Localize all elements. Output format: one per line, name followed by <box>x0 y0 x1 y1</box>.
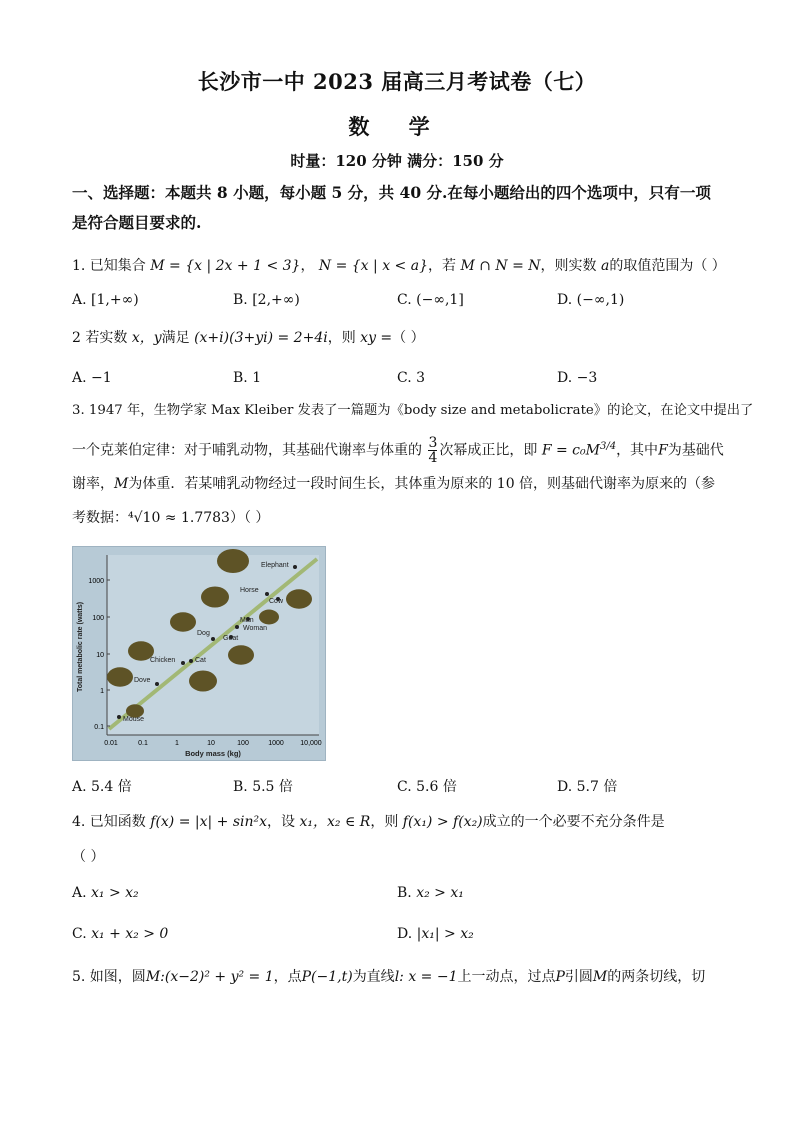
q2-option-a: A. −1 <box>72 370 112 386</box>
dog-data-point <box>211 637 215 641</box>
kleiber-formula: F = c₀M <box>541 442 600 459</box>
q3-option-d: D. 5.7 倍 <box>557 779 618 795</box>
chicken-data-point <box>181 661 185 665</box>
elephant-silhouette-icon <box>217 549 249 573</box>
dog-silhouette-icon <box>170 612 196 632</box>
circle-m: M:(x−2)² + y² = 1 <box>145 969 274 985</box>
kleiber-plot <box>73 547 325 760</box>
x-tick-label: 10 <box>207 740 215 747</box>
cat-silhouette-icon <box>189 671 217 692</box>
man-silhouette-icon <box>259 610 279 625</box>
q2-option-b: B. 1 <box>233 370 262 386</box>
q2-option-d: D. −3 <box>557 370 598 386</box>
fraction-three-quarters: $\frac{3}{4}$ <box>428 435 438 466</box>
woman-data-point <box>235 625 239 629</box>
mouse-label: Mouse <box>123 716 145 723</box>
question-5: 5. 如图，圆M:(x−2)² + y² = 1，点P(−1,t)为直线l: x = −1上一动点，过点P引圆M的两条切线，切 <box>72 969 706 985</box>
question-4: 4. 已知函数 f(x) = |x| + sin²x，设 x₁，x₂ ∈ R，则 f(x₁) > f(x₂)成立的一个必要不充分条件是 <box>72 814 665 830</box>
inequality: f(x₁) > f(x₂) <box>402 814 483 830</box>
q1-option-a: A. [1,+∞) <box>72 292 139 308</box>
y-tick-label: 1 <box>100 688 104 695</box>
set-n: N = {x | x < a} <box>318 258 428 274</box>
q4-option-b: B. x₂ > x₁ <box>397 885 464 901</box>
q3-option-a: A. 5.4 倍 <box>72 779 132 795</box>
q3-line-2: 一个克莱伯定律：对于哺乳动物，其基础代谢率与体重的 $\frac{3}{4}$ 次幂成正比，即 $F = c_0M^{3/4}$，其中F为基础代 <box>72 435 724 466</box>
question-1: 1. 已知集合 M = {x | 2x + 1 < 3}， N = {x | x < a}，若 M ∩ N = N，则实数 a的取值范围为（ ） <box>72 258 726 274</box>
y-tick-label: 10 <box>96 652 104 659</box>
x-axis-label: Body mass (kg) <box>185 749 241 758</box>
q3-line-1: 3. 1947 年，生物学家 Max Kleiber 发表了一篇题为《body size and metabolicrate》的论文，在论文中提出了 <box>72 403 754 418</box>
page-title: 长沙市一中 2023 届高三月考试卷（七） <box>197 69 597 94</box>
equation: (x+i)(3+yi) = 2+4i <box>194 330 328 346</box>
q3-option-c: C. 5.6 倍 <box>397 779 457 795</box>
set-m: M = {x | 2x + 1 < 3} <box>150 258 301 274</box>
function-f: f(x) = |x| + sin²x <box>150 814 268 830</box>
y-axis-label: Total metabolic rate (watts) <box>77 601 84 693</box>
q2-option-c: C. 3 <box>397 370 426 386</box>
horse-silhouette-icon <box>201 587 229 608</box>
horse-label: Horse <box>240 587 259 594</box>
q3-option-b: B. 5.5 倍 <box>233 779 293 795</box>
elephant-data-point <box>293 565 297 569</box>
q1-option-c: C. (−∞,1] <box>397 292 464 308</box>
x-tick-label: 0.01 <box>104 740 118 747</box>
line-l: l: x = −1 <box>394 969 458 985</box>
point-p: P(−1,t) <box>301 969 353 985</box>
x-tick-label: 1 <box>175 740 179 747</box>
x-tick-label: 100 <box>237 740 249 747</box>
cow-label: Cow <box>269 598 284 605</box>
q4-option-c: C. x₁ + x₂ > 0 <box>72 926 169 942</box>
y-tick-label: 1000 <box>88 578 104 585</box>
q1-option-d: D. (−∞,1) <box>557 292 625 308</box>
q4-option-d: D. |x₁| > x₂ <box>397 926 474 942</box>
woman-label: Woman <box>243 625 267 632</box>
dog-label: Dog <box>197 630 210 637</box>
man-label: Man <box>240 617 254 624</box>
cat-data-point <box>189 659 193 663</box>
cow-silhouette-icon <box>286 589 312 609</box>
q4-paren: （ ） <box>72 849 105 865</box>
x-tick-label: 10,000 <box>300 740 322 747</box>
chicken-label: Chicken <box>150 657 176 664</box>
goat-label: Goat <box>223 635 239 642</box>
x-tick-label: 1000 <box>268 740 284 747</box>
dove-silhouette-icon <box>107 667 133 687</box>
q3-line-4: 考数据：⁴√10 ≈ 1.7783）（ ） <box>72 510 270 526</box>
dove-label: Dove <box>134 677 151 684</box>
y-tick-label: 100 <box>92 615 104 622</box>
y-tick-label: 0.1 <box>94 724 104 731</box>
kleiber-figure <box>72 546 326 761</box>
condition: M ∩ N = N <box>460 258 541 274</box>
q1-option-b: B. [2,+∞) <box>233 292 300 308</box>
question-2: 2 若实数 x，y满足 (x+i)(3+yi) = 2+4i，则 xy =（ ） <box>72 330 425 346</box>
dove-data-point <box>155 682 159 686</box>
q3-line-3: 谢率，M为体重．若某哺乳动物经过一段时间生长，其体重为原来的 10 倍，则基础代谢率为原来的（参 <box>72 476 716 492</box>
exam-meta: 时量：120 分钟 满分：150 分 <box>290 152 504 170</box>
section-heading: 一、选择题：本题共 8 小题，每小题 5 分，共 40 分.在每小题给出的四个选项中，只有一项是符合题目要求的. <box>72 183 711 232</box>
goat-silhouette-icon <box>228 645 254 665</box>
subject-heading: 数 学 <box>348 114 446 139</box>
mouse-data-point <box>117 715 121 719</box>
elephant-label: Elephant <box>261 562 289 569</box>
cat-label: Cat <box>195 657 206 664</box>
q4-option-a: A. x₁ > x₂ <box>72 885 139 901</box>
x-tick-label: 0.1 <box>138 740 148 747</box>
horse-data-point <box>265 592 269 596</box>
